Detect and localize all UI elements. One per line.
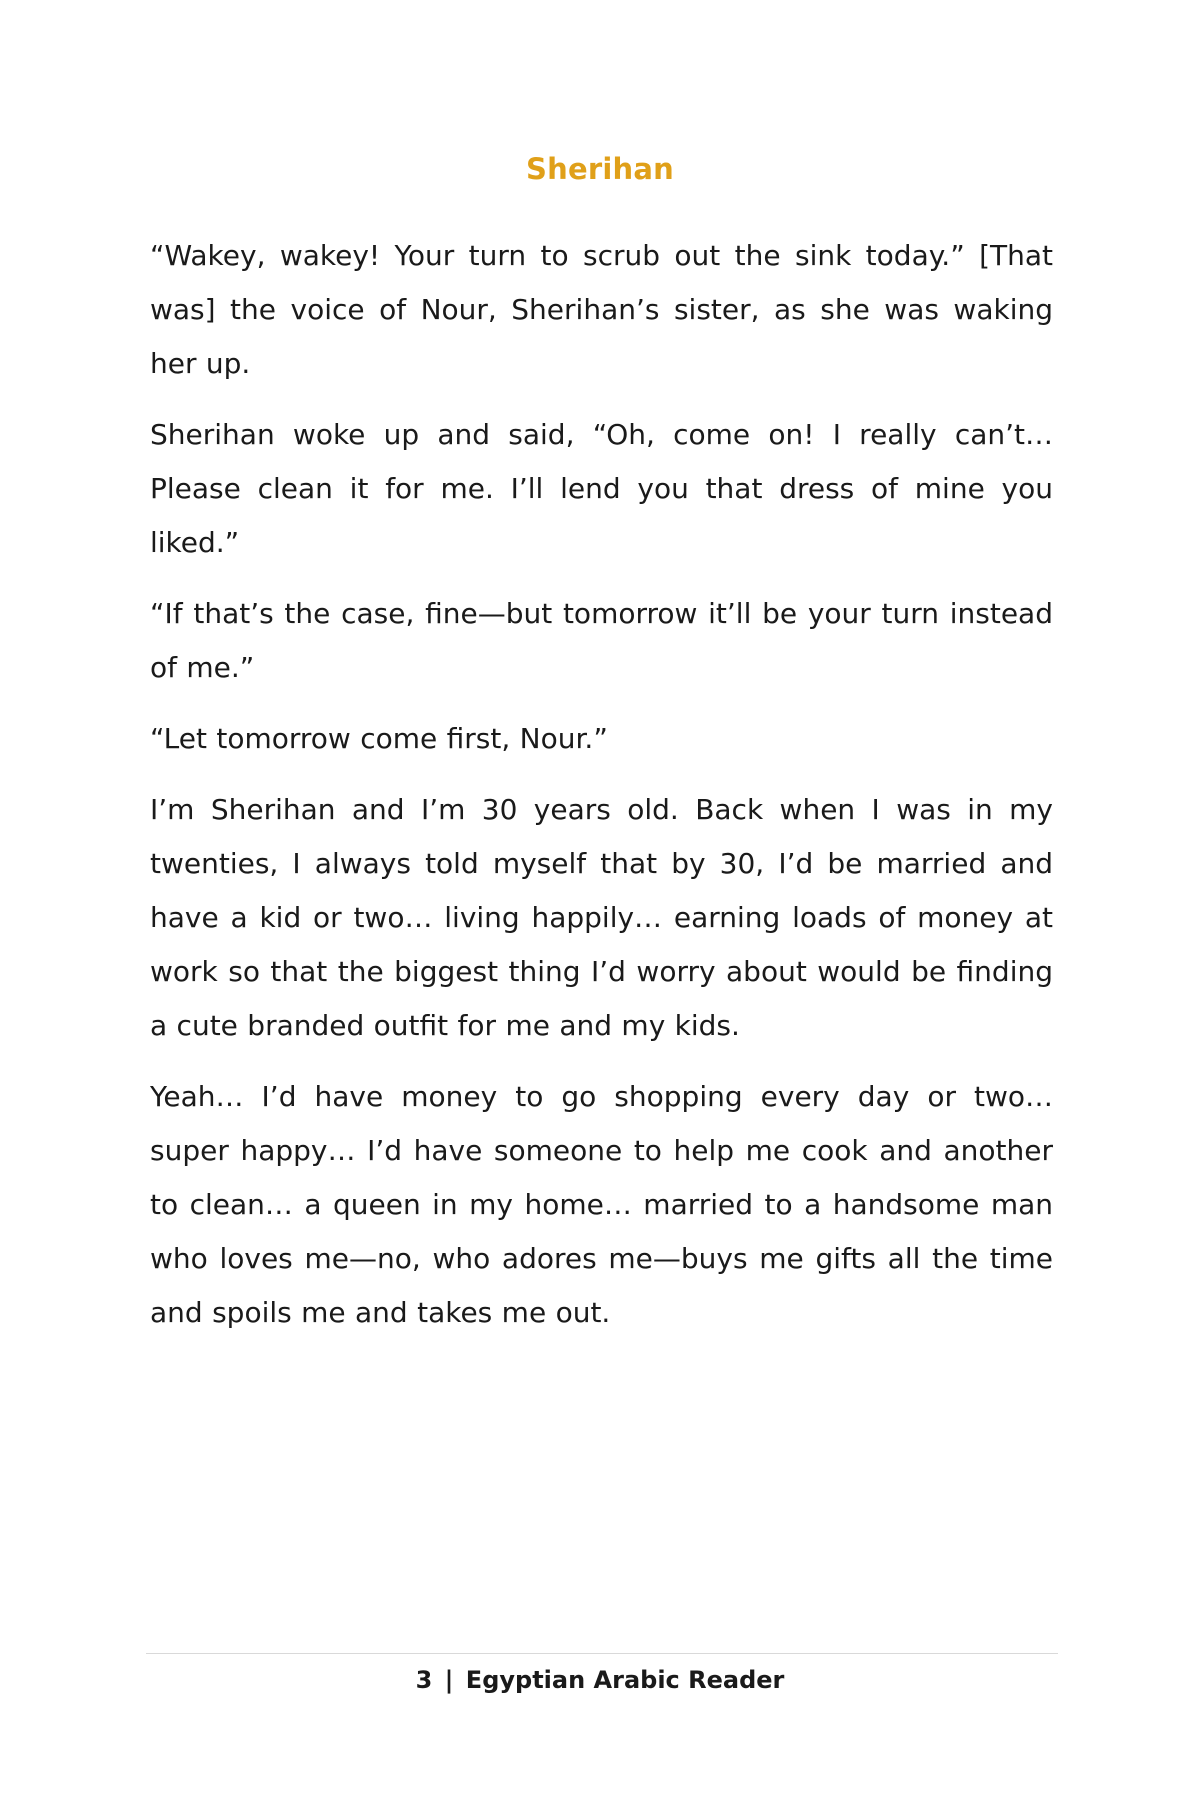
page-footer: [0, 1666, 1200, 1694]
page-number: 3: [415, 1666, 433, 1694]
paragraph-5: I’m Sherihan and I’m 30 years old. Back when I was in my twenties, I always told myself that by 30, I’d be married and have a kid or two… living happily… earning loads of money at work so that the biggest thing I’d worry about would be finding a cute branded outfit for me and my kids.: [150, 793, 1053, 1042]
paragraph-6: Yeah… I’d have money to go shopping every day or two… super happy… I’d have someone to help me cook and another to clean… a queen in my home… married to a handsome man who loves me—no, who adores me—buys me gifts all the time and spoils me and takes me out.: [150, 1080, 1053, 1329]
book-title: Egyptian Arabic Reader: [465, 1666, 785, 1694]
paragraph-3: “If that’s the case, fine—but tomorrow it’ll be your turn instead of me.”: [150, 597, 1053, 684]
story-body: [150, 229, 1053, 1357]
chapter-title: Sherihan: [526, 152, 674, 186]
paragraph-1: “Wakey, wakey! Your turn to scrub out the sink today.” [That was] the voice of Nour, Sherihan’s sister, as she was waking her up.: [150, 239, 1053, 380]
footer-divider: [146, 1653, 1058, 1654]
paragraph-2: Sherihan woke up and said, “Oh, come on! I really can’t… Please clean it for me. I’ll lend you that dress of mine you liked.”: [150, 418, 1053, 559]
footer-separator: |: [444, 1666, 454, 1694]
paragraph-4: “Let tomorrow come first, Nour.”: [150, 722, 608, 755]
